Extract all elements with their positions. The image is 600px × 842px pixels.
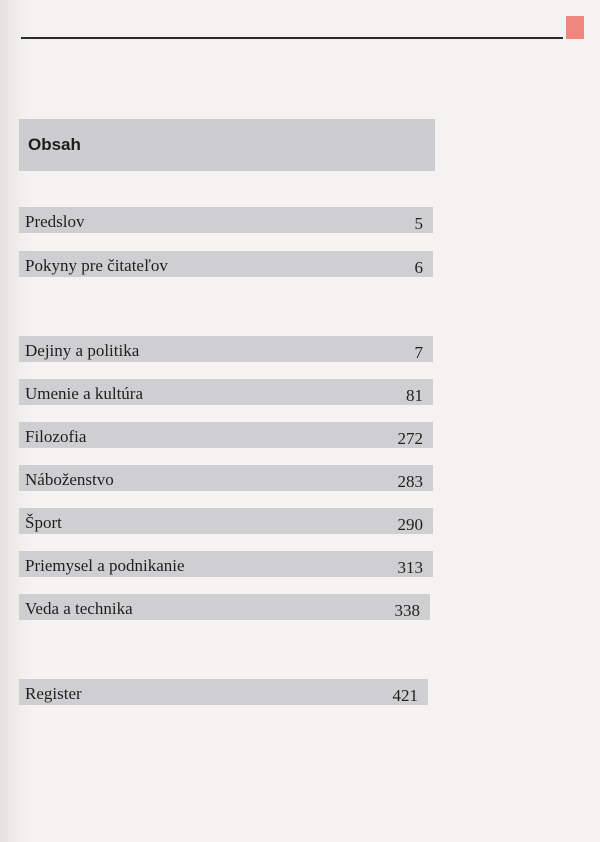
toc-entry-page: 272 <box>397 429 423 448</box>
toc-entry-nabozenstvo[interactable] <box>19 465 433 491</box>
toc-entry-page: 290 <box>397 515 423 534</box>
toc-entry-umenie[interactable] <box>19 379 433 405</box>
toc-entry-predslov[interactable] <box>19 207 433 233</box>
top-rule <box>21 37 563 39</box>
toc-entry-page: 338 <box>394 601 420 620</box>
toc-entry-page: 5 <box>414 214 423 233</box>
toc-entry-label: Veda a technika <box>25 599 133 618</box>
toc-entry-label: Register <box>25 684 82 703</box>
toc-entry-filozofia[interactable] <box>19 422 433 448</box>
toc-entry-register[interactable] <box>19 679 428 705</box>
toc-entry-page: 421 <box>392 686 418 705</box>
toc-entry-label: Dejiny a politika <box>25 341 140 360</box>
toc-entry-priemysel[interactable] <box>19 551 433 577</box>
toc-entry-label: Umenie a kultúra <box>25 384 144 403</box>
toc-entry-page: 6 <box>414 258 423 277</box>
page-title: Obsah <box>28 135 81 154</box>
toc-entry-page: 313 <box>397 558 423 577</box>
contents-header <box>19 119 435 171</box>
toc-entry-dejiny[interactable] <box>19 336 433 362</box>
toc-entry-page: 283 <box>397 472 423 491</box>
toc-entry-label: Náboženstvo <box>25 470 114 489</box>
toc-entry-label: Priemysel a podnikanie <box>25 556 185 575</box>
toc-entry-label: Filozofia <box>25 427 87 446</box>
section-color-tab <box>566 16 584 39</box>
toc-entry-label: Predslov <box>25 212 85 231</box>
toc-entry-page: 81 <box>406 386 423 405</box>
toc-entry-label: Šport <box>25 513 62 532</box>
toc-entry-pokyny[interactable] <box>19 251 433 277</box>
toc-entry-sport[interactable] <box>19 508 433 534</box>
toc-entry-page: 7 <box>414 343 423 362</box>
toc-entry-veda[interactable] <box>19 594 430 620</box>
toc-entry-label: Pokyny pre čitateľov <box>25 256 168 275</box>
